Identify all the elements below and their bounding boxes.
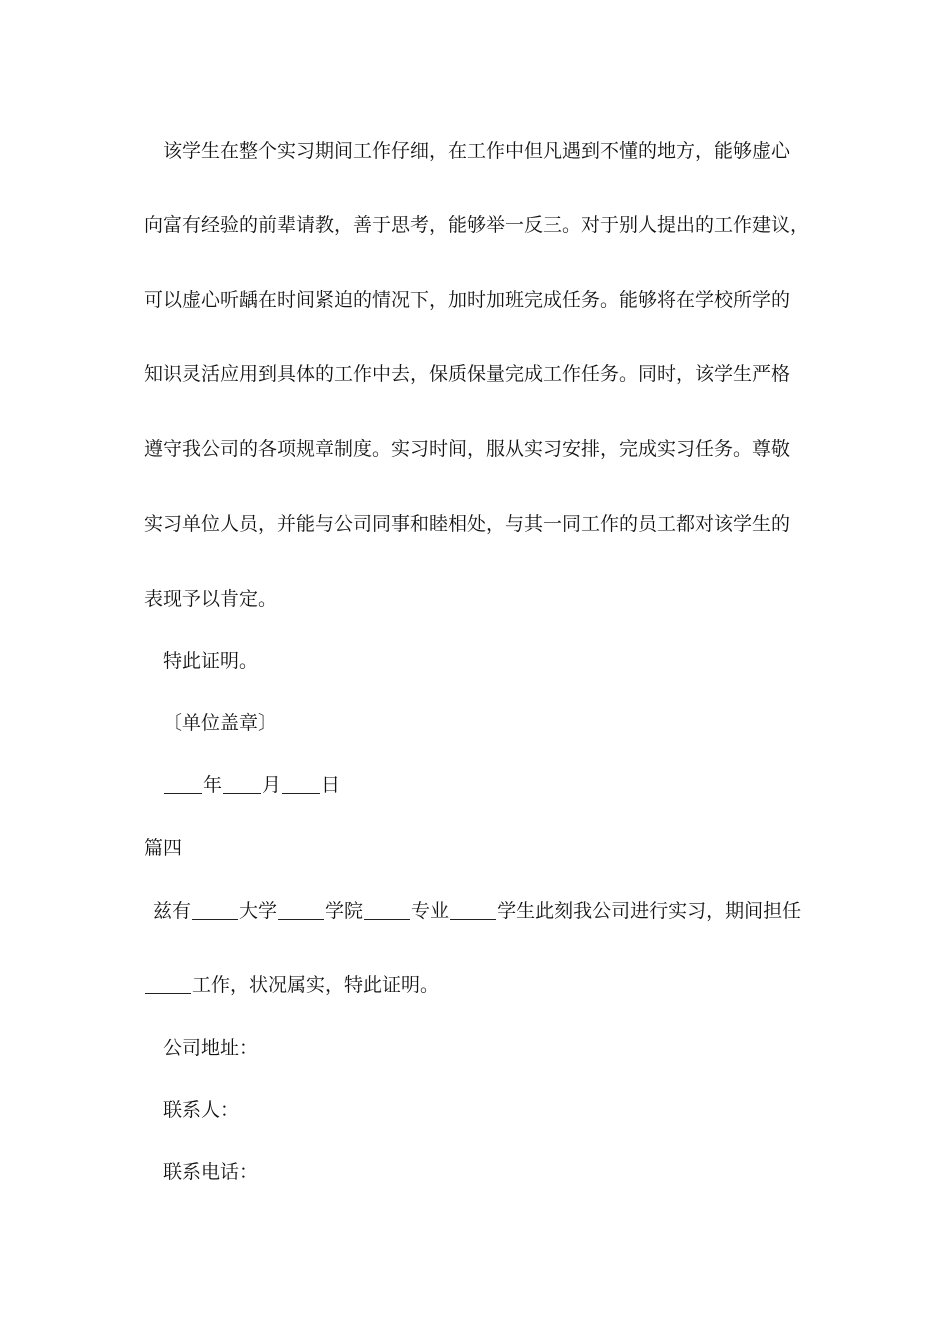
college-blank (278, 918, 324, 920)
paragraph-line-4: 知识灵活应用到具体的工作中去，保质保量完成工作任务。同时，该学生严格 (144, 363, 791, 385)
paragraph-line-2: 向富有经验的前辈请教，善于思考，能够举一反三。对于别人提出的工作建议， (144, 214, 810, 236)
seal-text: 〔单位盖章〕 (163, 712, 278, 734)
month-blank (223, 792, 261, 794)
cert-line-1 (153, 897, 801, 925)
paragraph-line-3: 可以虚心听龋在时间紧迫的情况下，加时加班完成任务。能够将在学校所学的 (144, 289, 791, 311)
college-label: 学院 (325, 900, 364, 922)
section-title: 篇四 (144, 837, 183, 859)
year-blank (164, 792, 202, 794)
contact-person-label: 联系人： (163, 1099, 240, 1121)
major-blank (364, 918, 410, 920)
day-label: 日 (321, 774, 341, 796)
paragraph-line-1: 该学生在整个实习期间工作仔细，在工作中但凡遇到不懂的地方，能够虚心 (163, 140, 791, 162)
contact-phone-label: 联系电话： (163, 1161, 259, 1183)
paragraph-line-7: 表现予以肯定。 (144, 588, 278, 610)
position-blank (145, 992, 191, 994)
date-line (163, 771, 340, 799)
cert-suffix: 学生此刻我公司进行实习，期间担任 (497, 900, 802, 922)
certify-text: 特此证明。 (163, 650, 259, 672)
university-label: 大学 (239, 900, 278, 922)
month-label: 月 (262, 774, 282, 796)
paragraph-line-5: 遵守我公司的各项规章制度。实习时间，服从实习安排，完成实习任务。尊敬 (144, 438, 791, 460)
day-blank (282, 792, 320, 794)
cert-line-2-text: 工作，状况属实，特此证明。 (192, 974, 440, 996)
company-address-label: 公司地址： (163, 1037, 259, 1059)
cert-prefix: 兹有 (153, 900, 192, 922)
major-label: 专业 (411, 900, 450, 922)
student-blank (450, 918, 496, 920)
cert-line-2 (144, 971, 439, 999)
year-label: 年 (203, 774, 223, 796)
university-blank (192, 918, 238, 920)
paragraph-line-6: 实习单位人员，并能与公司同事和睦相处，与其一同工作的员工都对该学生的 (144, 513, 791, 535)
